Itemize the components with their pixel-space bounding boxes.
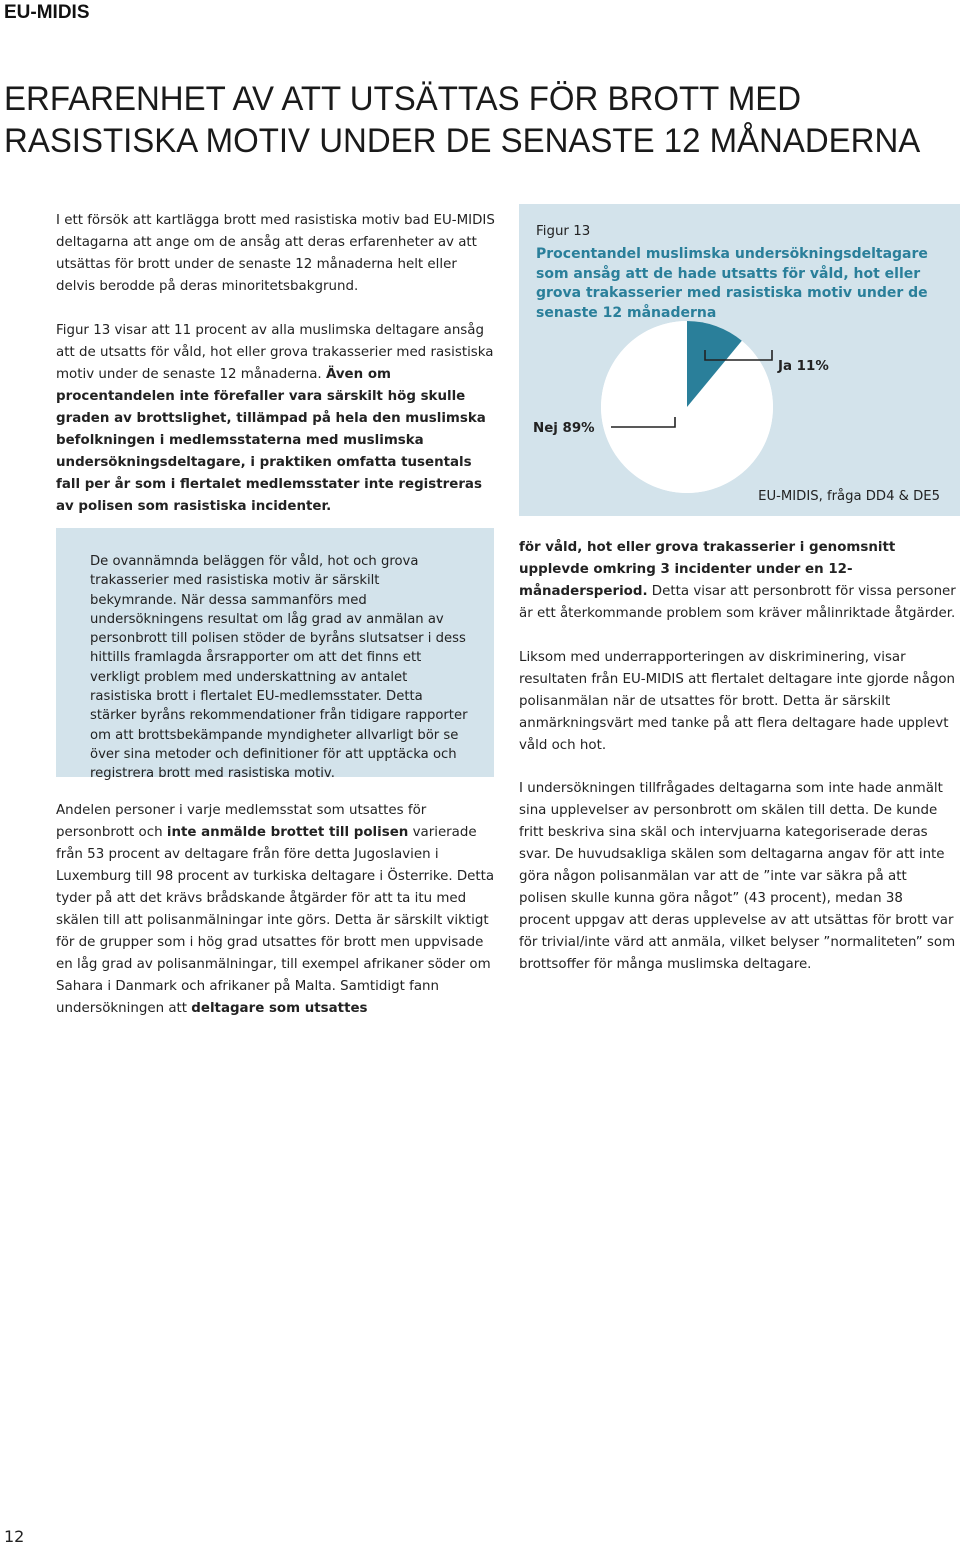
page-number: 12 (4, 1527, 25, 1546)
figure-label: Figur 13 (536, 224, 591, 239)
lower-left-paragraph (56, 800, 496, 1020)
right-text-3: I undersökningen tillfrågades deltagarna som inte hade anmält sina upplevelser av personbrott om skälen till detta. De kunde fritt beskriva sina skäl och intervjuarna kategoriserade deras svar. De huvudsakliga skälen som deltagarna angav för att inte göra någon polisanmälan var att de ”inte var säkra på att polisen skulle kunna göra något” (43 procent), medan 38 procent uppgav att deras upplevelse av att utsättas för brott var för trivial/inte värd att anmäla, vilket belyser ”normaliteten” som brottsoffer för många muslimska deltagare. (519, 781, 956, 972)
pie-label-ja: Ja 11% (778, 359, 829, 374)
lower-left-t2: varierade från 53 procent av deltagare från före detta Jugoslavien i Luxemburg till 98 procent av turkiska deltagare i Österrike. Detta tyder på att det krävs brådskande åtgärder för att ta itu med skälen till att polisanmälningar inte görs. Detta är särskilt viktigt för de grupper som i hög grad utsattes för brott men uppvisade en låg grad av polisanmälningar, till exempel afrikaner söder om Sahara i Danmark och afrikaner på Malta. Samtidigt fann undersökningen att (56, 825, 495, 1016)
intro-text-1: I ett försök att kartlägga brott med rasistiska motiv bad EU-MIDIS deltagarna att ange om de ansåg att deras erfarenheter av att utsättas för brott under de senaste 12 månaderna helt eller delvis berodde på deras minoritetsbakgrund. (56, 213, 495, 294)
right-paragraph-2 (519, 647, 957, 757)
right-text-1-bold: för våld, hot eller grova trakasserier i genomsnitt upplevde omkring 3 incidenter under en 12-månadersperiod. (519, 540, 896, 599)
figure-title: Procentandel muslimska undersökningsdeltagare som ansåg att de hade utsatts för våld, hot eller grova trakasserier med rasistiska motiv under de senaste 12 månaderna (536, 246, 928, 321)
right-text-1 (519, 537, 957, 625)
figure-13 (519, 204, 960, 516)
lower-left-b2: deltagare som utsattes (191, 1001, 368, 1016)
pie-slice-nej (601, 321, 773, 493)
pie-label-nej: Nej 89% (533, 421, 595, 436)
highlight-box (56, 528, 494, 782)
pie-chart (519, 204, 960, 516)
page-title: ERFARENHET AV ATT UTSÄTTAS FÖR BROTT MED RASISTISKA MOTIV UNDER DE SENASTE 12 MÅNADERNA (4, 80, 921, 160)
lower-left-text (56, 800, 496, 1020)
lower-left-t1: Andelen personer i varje medlemsstat som utsattes för personbrott och (56, 803, 427, 840)
right-text-1-normal: Detta visar att personbrott för vissa personer är ett återkommande problem som kräver målinriktade åtgärder. (519, 584, 956, 621)
intro-text-2 (56, 320, 496, 518)
intro-text-2-bold: Även om procentandelen inte förefaller vara särskilt hög skulle graden av brottslighet, tillämpad på hela den muslimska befolkningen i medlemsstaterna med muslimska undersökningsdeltagare, i praktiken omfatta tusentals fall per år som i flertalet medlemsstater inte registreras av polisen som rasistiska incidenter. (56, 367, 486, 514)
intro-paragraph-2 (56, 320, 496, 518)
running-header: EU-MIDIS (4, 2, 90, 23)
right-text-2: Liksom med underrapporteringen av diskriminering, visar resultaten från EU-MIDIS att flertalet deltagare inte gjorde någon polisanmälan när de utsattes för brott. Detta är särskilt anmärkningsvärt med tanke på att flera deltagare hade upplevt våld och hot. (519, 650, 955, 753)
figure-source: EU-MIDIS, fråga DD4 & DE5 (758, 489, 940, 504)
highlight-box-text: De ovannämnda beläggen för våld, hot och grova trakasserier med rasistiska motiv är särskilt bekymrande. När dessa sammanförs med undersökningens resultat om låg grad av anmälan av personbrott till polisen stöder de byråns slutsatser i dess hittills framlagda årsrapporter om att det finns ett verkligt problem med underskattning av antalet rasistiska brott i flertalet EU-medlemsstater. Detta stärker byråns rekommendationer från tidigare rapporter om att brottsbekämpande myndigheter allvarligt bör se över sina metoder och definitioner för att upptäcka och registrera brott med rasistiska motiv. (90, 554, 468, 782)
intro-text-2-normal: Figur 13 visar att 11 procent av alla muslimska deltagare ansåg att de utsatts för våld, hot eller grova trakasserier med rasistiska motiv under de senaste 12 månaderna. (56, 323, 494, 382)
lower-left-b1: inte anmälde brottet till polisen (166, 825, 409, 840)
intro-paragraph-1 (56, 210, 496, 298)
right-paragraph-3 (519, 778, 957, 976)
right-paragraph-1 (519, 537, 957, 625)
